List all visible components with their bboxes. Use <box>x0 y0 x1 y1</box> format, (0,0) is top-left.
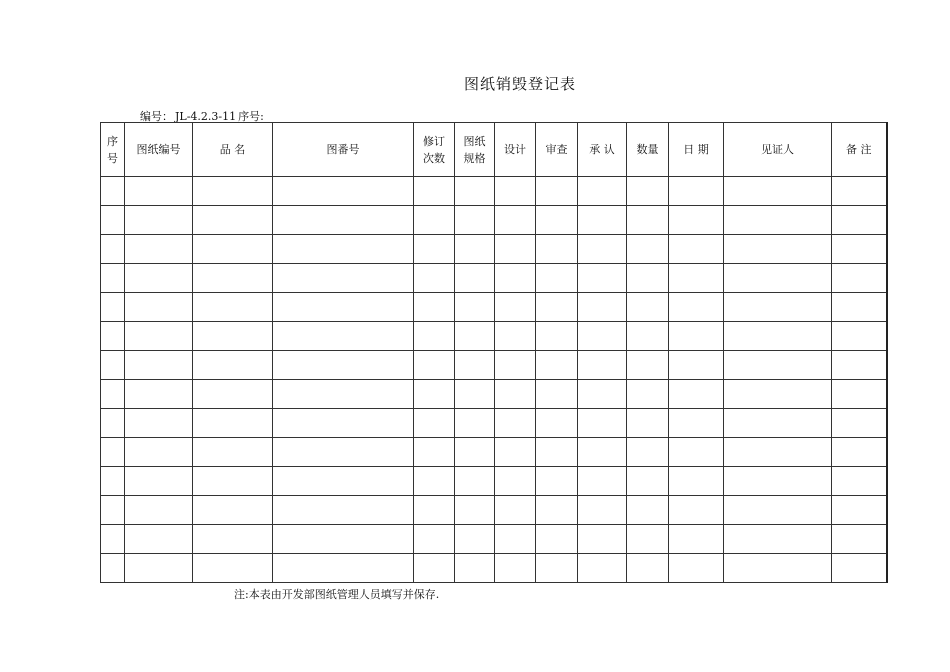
table-cell-revision-count[interactable] <box>414 351 455 380</box>
table-cell-remarks[interactable] <box>832 235 887 264</box>
table-cell-revision-count[interactable] <box>414 235 455 264</box>
table-cell-design[interactable] <box>495 351 536 380</box>
destruction-register-table <box>100 122 888 583</box>
column-header-seq <box>101 123 125 177</box>
column-header-remarks <box>832 123 887 177</box>
table-row <box>101 525 887 554</box>
table-cell-design[interactable] <box>495 438 536 467</box>
table-cell-product-name[interactable] <box>193 235 273 264</box>
table-row <box>101 322 887 351</box>
document-title: 图纸销毁登记表 <box>463 75 576 93</box>
table-cell-drawing-spec[interactable] <box>455 264 495 293</box>
table-cell-remarks[interactable] <box>832 525 887 554</box>
table-cell-seq[interactable] <box>101 351 125 380</box>
table-cell-approve[interactable] <box>578 293 627 322</box>
table-cell-remarks[interactable] <box>832 409 887 438</box>
column-label: 日 期 <box>683 142 709 156</box>
table-cell-drawing-spec[interactable] <box>455 177 495 206</box>
table-cell-quantity[interactable] <box>627 409 669 438</box>
table-cell-design[interactable] <box>495 293 536 322</box>
table-row <box>101 177 887 206</box>
table-cell-drawing-no[interactable] <box>125 380 193 409</box>
table-cell-review[interactable] <box>536 409 578 438</box>
table-row <box>101 206 887 235</box>
table-cell-date[interactable] <box>669 351 724 380</box>
table-cell-review[interactable] <box>536 177 578 206</box>
table-cell-seq[interactable] <box>101 380 125 409</box>
table-row <box>101 496 887 525</box>
column-header-revision-count <box>414 123 455 177</box>
table-cell-date[interactable] <box>669 467 724 496</box>
table-cell-design[interactable] <box>495 206 536 235</box>
column-label: 品 名 <box>219 142 246 156</box>
table-cell-drawing-number[interactable] <box>273 293 414 322</box>
table-cell-review[interactable] <box>536 322 578 351</box>
table-cell-drawing-no[interactable] <box>125 409 193 438</box>
table-cell-revision-count[interactable] <box>414 409 455 438</box>
table-cell-product-name[interactable] <box>193 322 273 351</box>
table-cell-review[interactable] <box>536 264 578 293</box>
column-label: 序号 <box>107 134 118 165</box>
table-cell-quantity[interactable] <box>627 293 669 322</box>
table-cell-drawing-number[interactable] <box>273 467 414 496</box>
table-cell-product-name[interactable] <box>193 177 273 206</box>
table-cell-quantity[interactable] <box>627 206 669 235</box>
table-cell-drawing-no[interactable] <box>125 264 193 293</box>
table-cell-drawing-no[interactable] <box>125 554 193 583</box>
table-row <box>101 264 887 293</box>
column-label: 备 注 <box>846 142 872 156</box>
column-header-review <box>536 123 578 177</box>
table-cell-drawing-spec[interactable] <box>455 380 495 409</box>
table-cell-product-name[interactable] <box>193 264 273 293</box>
table-cell-revision-count[interactable] <box>414 380 455 409</box>
table-cell-approve[interactable] <box>578 264 627 293</box>
table-cell-revision-count[interactable] <box>414 525 455 554</box>
table-cell-revision-count[interactable] <box>414 264 455 293</box>
table-cell-drawing-number[interactable] <box>273 525 414 554</box>
table-cell-witness[interactable] <box>724 264 832 293</box>
table-cell-witness[interactable] <box>724 351 832 380</box>
table-cell-drawing-spec[interactable] <box>455 438 495 467</box>
table-cell-drawing-no[interactable] <box>125 293 193 322</box>
table-cell-review[interactable] <box>536 380 578 409</box>
table-cell-seq[interactable] <box>101 322 125 351</box>
table-cell-remarks[interactable] <box>832 467 887 496</box>
table-cell-witness[interactable] <box>724 206 832 235</box>
table-cell-design[interactable] <box>495 525 536 554</box>
table-cell-drawing-number[interactable] <box>273 380 414 409</box>
table-cell-drawing-spec[interactable] <box>455 293 495 322</box>
column-label: 图纸编号 <box>136 142 181 156</box>
column-label: 承 认 <box>589 142 615 156</box>
table-cell-drawing-spec[interactable] <box>455 496 495 525</box>
table-cell-drawing-spec[interactable] <box>455 409 495 438</box>
table-cell-seq[interactable] <box>101 438 125 467</box>
table-cell-drawing-no[interactable] <box>125 206 193 235</box>
table-cell-seq[interactable] <box>101 496 125 525</box>
column-header-quantity <box>627 123 669 177</box>
table-cell-witness[interactable] <box>724 525 832 554</box>
table-cell-seq[interactable] <box>101 467 125 496</box>
table-row <box>101 409 887 438</box>
table-cell-design[interactable] <box>495 235 536 264</box>
table-cell-quantity[interactable] <box>627 438 669 467</box>
table-cell-drawing-spec[interactable] <box>455 525 495 554</box>
header-row <box>101 123 887 177</box>
table-cell-review[interactable] <box>536 467 578 496</box>
table-cell-drawing-number[interactable] <box>273 235 414 264</box>
table-cell-product-name[interactable] <box>193 496 273 525</box>
table-cell-drawing-number[interactable] <box>273 351 414 380</box>
table-cell-drawing-spec[interactable] <box>455 467 495 496</box>
table-row <box>101 293 887 322</box>
table-cell-revision-count[interactable] <box>414 177 455 206</box>
table-cell-review[interactable] <box>536 293 578 322</box>
table-cell-drawing-number[interactable] <box>273 206 414 235</box>
table-cell-remarks[interactable] <box>832 438 887 467</box>
table-cell-quantity[interactable] <box>627 351 669 380</box>
table-cell-witness[interactable] <box>724 322 832 351</box>
table-cell-approve[interactable] <box>578 496 627 525</box>
table-cell-drawing-spec[interactable] <box>455 235 495 264</box>
table-cell-seq[interactable] <box>101 409 125 438</box>
table-cell-seq[interactable] <box>101 525 125 554</box>
table-cell-date[interactable] <box>669 409 724 438</box>
table-cell-seq[interactable] <box>101 206 125 235</box>
table-cell-design[interactable] <box>495 177 536 206</box>
table-cell-date[interactable] <box>669 380 724 409</box>
table-cell-seq[interactable] <box>101 235 125 264</box>
table-cell-quantity[interactable] <box>627 264 669 293</box>
table-cell-quantity[interactable] <box>627 235 669 264</box>
table-cell-witness[interactable] <box>724 177 832 206</box>
table-cell-revision-count[interactable] <box>414 206 455 235</box>
column-header-product-name <box>193 123 273 177</box>
table-cell-witness[interactable] <box>724 235 832 264</box>
table-cell-approve[interactable] <box>578 206 627 235</box>
table-cell-review[interactable] <box>536 554 578 583</box>
table-cell-drawing-number[interactable] <box>273 554 414 583</box>
table-cell-revision-count[interactable] <box>414 322 455 351</box>
table-row <box>101 467 887 496</box>
table-cell-date[interactable] <box>669 235 724 264</box>
table-cell-witness[interactable] <box>724 438 832 467</box>
column-header-design <box>495 123 536 177</box>
table-cell-date[interactable] <box>669 554 724 583</box>
table-cell-quantity[interactable] <box>627 496 669 525</box>
table-cell-drawing-spec[interactable] <box>455 206 495 235</box>
table-cell-remarks[interactable] <box>832 293 887 322</box>
table-cell-date[interactable] <box>669 322 724 351</box>
column-header-drawing-spec <box>455 123 495 177</box>
table-cell-date[interactable] <box>669 496 724 525</box>
column-label: 数量 <box>636 142 659 156</box>
column-label: 设计 <box>504 142 526 156</box>
table-cell-drawing-no[interactable] <box>125 351 193 380</box>
column-header-approve <box>578 123 627 177</box>
register-body <box>101 177 887 583</box>
table-cell-seq[interactable] <box>101 264 125 293</box>
table-cell-drawing-no[interactable] <box>125 322 193 351</box>
table-cell-product-name[interactable] <box>193 409 273 438</box>
table-cell-witness[interactable] <box>724 496 832 525</box>
table-cell-approve[interactable] <box>578 177 627 206</box>
table-cell-revision-count[interactable] <box>414 554 455 583</box>
column-header-witness <box>724 123 832 177</box>
table-cell-witness[interactable] <box>724 409 832 438</box>
table-cell-drawing-number[interactable] <box>273 322 414 351</box>
table-cell-witness[interactable] <box>724 467 832 496</box>
table-cell-design[interactable] <box>495 409 536 438</box>
table-cell-product-name[interactable] <box>193 380 273 409</box>
table-cell-approve[interactable] <box>578 438 627 467</box>
table-cell-drawing-no[interactable] <box>125 496 193 525</box>
table-cell-design[interactable] <box>495 264 536 293</box>
table-cell-product-name[interactable] <box>193 554 273 583</box>
table-cell-approve[interactable] <box>578 322 627 351</box>
table-cell-quantity[interactable] <box>627 322 669 351</box>
column-label: 修订次数 <box>423 134 445 165</box>
table-cell-quantity[interactable] <box>627 554 669 583</box>
table-cell-remarks[interactable] <box>832 206 887 235</box>
table-cell-remarks[interactable] <box>832 264 887 293</box>
table-cell-review[interactable] <box>536 438 578 467</box>
table-cell-drawing-number[interactable] <box>273 409 414 438</box>
table-cell-product-name[interactable] <box>193 206 273 235</box>
table-cell-drawing-number[interactable] <box>273 496 414 525</box>
column-header-drawing-no <box>125 123 193 177</box>
table-cell-product-name[interactable] <box>193 467 273 496</box>
table-cell-drawing-no[interactable] <box>125 438 193 467</box>
table-cell-design[interactable] <box>495 380 536 409</box>
table-cell-date[interactable] <box>669 177 724 206</box>
table-cell-product-name[interactable] <box>193 525 273 554</box>
table-cell-revision-count[interactable] <box>414 467 455 496</box>
table-cell-product-name[interactable] <box>193 438 273 467</box>
table-cell-revision-count[interactable] <box>414 293 455 322</box>
table-cell-date[interactable] <box>669 264 724 293</box>
table-cell-remarks[interactable] <box>832 554 887 583</box>
table-cell-remarks[interactable] <box>832 177 887 206</box>
table-cell-seq[interactable] <box>101 554 125 583</box>
table-cell-witness[interactable] <box>724 380 832 409</box>
table-row <box>101 351 887 380</box>
table-cell-approve[interactable] <box>578 235 627 264</box>
table-cell-drawing-number[interactable] <box>273 177 414 206</box>
table-cell-remarks[interactable] <box>832 322 887 351</box>
table-cell-review[interactable] <box>536 235 578 264</box>
table-cell-design[interactable] <box>495 467 536 496</box>
table-cell-date[interactable] <box>669 206 724 235</box>
table-cell-approve[interactable] <box>578 525 627 554</box>
table-cell-quantity[interactable] <box>627 467 669 496</box>
table-cell-review[interactable] <box>536 206 578 235</box>
table-cell-design[interactable] <box>495 554 536 583</box>
code-value: JL-4.2.3-11 <box>175 110 237 123</box>
table-cell-date[interactable] <box>669 293 724 322</box>
table-cell-quantity[interactable] <box>627 177 669 206</box>
table-cell-product-name[interactable] <box>193 351 273 380</box>
column-header-date <box>669 123 724 177</box>
table-cell-drawing-no[interactable] <box>125 177 193 206</box>
table-cell-remarks[interactable] <box>832 351 887 380</box>
table-cell-design[interactable] <box>495 322 536 351</box>
table-cell-revision-count[interactable] <box>414 496 455 525</box>
table-cell-design[interactable] <box>495 496 536 525</box>
table-cell-drawing-number[interactable] <box>273 264 414 293</box>
table-cell-drawing-no[interactable] <box>125 235 193 264</box>
table-cell-drawing-no[interactable] <box>125 525 193 554</box>
table-cell-approve[interactable] <box>578 409 627 438</box>
table-row <box>101 554 887 583</box>
table-cell-remarks[interactable] <box>832 496 887 525</box>
table-cell-quantity[interactable] <box>627 380 669 409</box>
column-header-drawing-number <box>273 123 414 177</box>
table-cell-approve[interactable] <box>578 351 627 380</box>
table-cell-revision-count[interactable] <box>414 438 455 467</box>
serial-label: 序号: <box>238 110 264 123</box>
table-cell-seq[interactable] <box>101 293 125 322</box>
table-row <box>101 235 887 264</box>
column-label: 图番号 <box>326 142 360 156</box>
footnote: 注:本表由开发部图纸管理人员填写并保存. <box>234 588 440 601</box>
table-row <box>101 438 887 467</box>
table-cell-seq[interactable] <box>101 177 125 206</box>
table-cell-drawing-number[interactable] <box>273 438 414 467</box>
column-label: 审查 <box>545 142 568 156</box>
column-label: 见证人 <box>761 142 794 156</box>
table-cell-witness[interactable] <box>724 293 832 322</box>
table-cell-drawing-spec[interactable] <box>455 554 495 583</box>
table-cell-witness[interactable] <box>724 554 832 583</box>
code-label: 编号： <box>140 110 173 123</box>
table-cell-drawing-no[interactable] <box>125 467 193 496</box>
table-cell-remarks[interactable] <box>832 380 887 409</box>
table-cell-review[interactable] <box>536 351 578 380</box>
table-cell-date[interactable] <box>669 525 724 554</box>
table-cell-review[interactable] <box>536 496 578 525</box>
table-cell-product-name[interactable] <box>193 293 273 322</box>
table-cell-quantity[interactable] <box>627 525 669 554</box>
table-cell-approve[interactable] <box>578 554 627 583</box>
table-row <box>101 380 887 409</box>
table-cell-drawing-spec[interactable] <box>455 351 495 380</box>
table-cell-approve[interactable] <box>578 467 627 496</box>
column-label: 图纸规格 <box>463 134 486 165</box>
table-cell-date[interactable] <box>669 438 724 467</box>
table-cell-review[interactable] <box>536 525 578 554</box>
table-cell-approve[interactable] <box>578 380 627 409</box>
table-cell-drawing-spec[interactable] <box>455 322 495 351</box>
